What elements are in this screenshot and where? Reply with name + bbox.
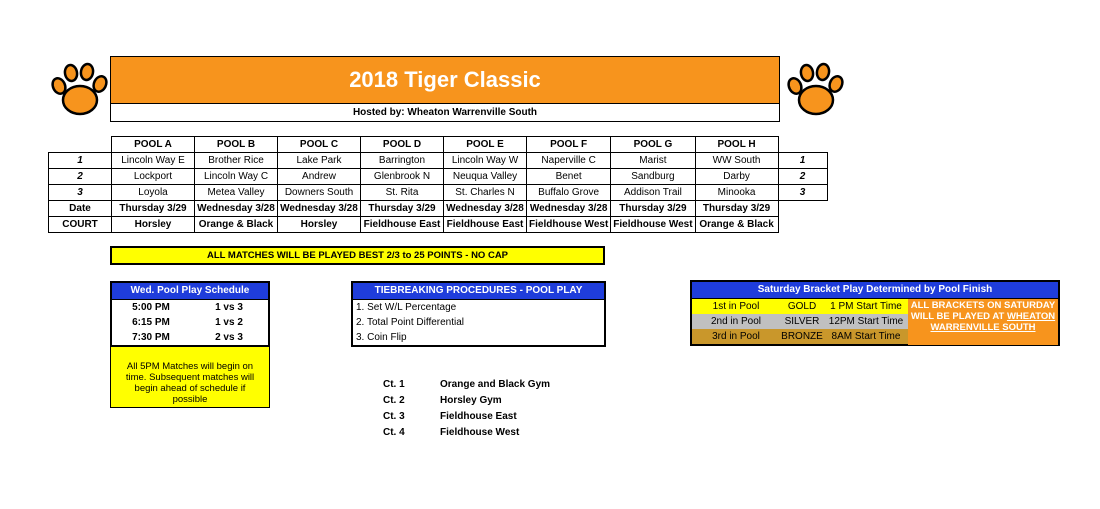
court-number: Ct. 1 (383, 379, 405, 390)
host-subtitle: Hosted by: Wheaton Warrenville South (110, 104, 780, 122)
team-cell: Neuqua Valley (444, 169, 527, 185)
bracket-time: 12PM Start Time (828, 316, 904, 327)
date-cell: Thursday 3/29 (611, 201, 695, 217)
bracket-medal: GOLD (787, 301, 817, 312)
seed-label-right: 2 (778, 169, 827, 185)
bracket-place: 3rd in Pool (712, 331, 760, 342)
pool-header: POOL D (361, 137, 444, 153)
schedule-time: 7:30 PM (132, 332, 170, 343)
seed-label-right: 1 (778, 153, 827, 169)
date-cell: Wednesday 3/28 (278, 201, 361, 217)
court-cell: Orange & Black (195, 217, 278, 233)
court-cell: Fieldhouse East (361, 217, 444, 233)
team-cell: Barrington (361, 153, 444, 169)
court-cell: Fieldhouse West (611, 217, 695, 233)
team-cell: Marist (611, 153, 695, 169)
saturday-bracket-box (690, 280, 1060, 346)
seed-label: 1 (49, 153, 112, 169)
team-cell: Addison Trail (611, 185, 695, 201)
team-cell: Metea Valley (195, 185, 278, 201)
saturday-location-note (908, 299, 1058, 345)
court-cell: Horsley (112, 217, 195, 233)
schedule-row (112, 300, 268, 315)
team-cell: Loyola (112, 185, 195, 201)
tiebreaking-title: TIEBREAKING PROCEDURES - POOL PLAY (353, 283, 604, 300)
bracket-row-silver (692, 314, 908, 329)
seed-label: 2 (49, 169, 112, 185)
court-row (49, 217, 828, 233)
court-number: Ct. 4 (383, 427, 405, 438)
team-cell: Benet (527, 169, 611, 185)
bracket-medal: BRONZE (781, 331, 823, 342)
saturday-venue: WHEATON WARRENVILLE SOUTH (930, 311, 1056, 333)
court-name: Fieldhouse West (440, 427, 520, 438)
page-title: 2018 Tiger Classic (110, 56, 780, 104)
date-cell: Thursday 3/29 (361, 201, 444, 217)
bracket-time: 1 PM Start Time (830, 301, 902, 312)
schedule-note: All 5PM Matches will begin on time. Subsequent matches will begin ahead of schedule if possible (110, 346, 270, 408)
bracket-place: 1st in Pool (712, 301, 760, 312)
pools-table (48, 136, 828, 233)
team-cell: Glenbrook N (361, 169, 444, 185)
schedule-time: 5:00 PM (132, 302, 170, 313)
tiger-paw-icon-right (786, 62, 844, 120)
pool-header: POOL G (611, 137, 695, 153)
schedule-time: 6:15 PM (132, 317, 170, 328)
court-cell: Fieldhouse East (444, 217, 527, 233)
team-cell: Naperville C (527, 153, 611, 169)
schedule-match: 1 vs 2 (215, 317, 243, 328)
team-cell: Buffalo Grove (527, 185, 611, 201)
schedule-match: 1 vs 3 (215, 302, 243, 313)
date-label: Date (49, 201, 112, 217)
schedule-row (112, 315, 268, 330)
table-row (49, 153, 828, 169)
court-cell: Orange & Black (695, 217, 778, 233)
schedule-match: 2 vs 3 (215, 332, 243, 343)
team-cell: Lincoln Way E (112, 153, 195, 169)
saturday-note-text: ALL BRACKETS ON SATURDAY WILL BE PLAYED AT (910, 300, 1056, 322)
pool-header: POOL B (195, 137, 278, 153)
wed-schedule-box (110, 281, 270, 347)
bracket-row-bronze (692, 329, 908, 344)
date-cell: Wednesday 3/28 (444, 201, 527, 217)
court-number: Ct. 3 (383, 411, 405, 422)
team-cell: Minooka (695, 185, 778, 201)
court-cell: Fieldhouse West (527, 217, 611, 233)
team-cell: Lake Park (278, 153, 361, 169)
bracket-row-gold (692, 299, 908, 314)
team-cell: Lockport (112, 169, 195, 185)
pools-header-row (49, 137, 828, 153)
pool-header: POOL F (527, 137, 611, 153)
court-label: COURT (49, 217, 112, 233)
team-cell: Brother Rice (195, 153, 278, 169)
court-cell: Horsley (278, 217, 361, 233)
table-row (49, 185, 828, 201)
team-cell: WW South (695, 153, 778, 169)
date-cell: Wednesday 3/28 (195, 201, 278, 217)
table-row (49, 169, 828, 185)
tiebreak-item: 2. Total Point Differential (356, 317, 465, 328)
match-format-banner: ALL MATCHES WILL BE PLAYED BEST 2/3 to 25 POINTS - NO CAP (110, 246, 605, 265)
saturday-title: Saturday Bracket Play Determined by Pool Finish (692, 282, 1058, 299)
team-cell: Downers South (278, 185, 361, 201)
pool-header: POOL E (444, 137, 527, 153)
pool-header: POOL C (278, 137, 361, 153)
tiebreaking-box (351, 281, 606, 347)
team-cell: Lincoln Way C (195, 169, 278, 185)
court-name: Fieldhouse East (440, 411, 517, 422)
team-cell: Sandburg (611, 169, 695, 185)
court-name: Horsley Gym (440, 395, 502, 406)
date-row (49, 201, 828, 217)
date-cell: Wednesday 3/28 (527, 201, 611, 217)
date-cell: Thursday 3/29 (112, 201, 195, 217)
bracket-time: 8AM Start Time (831, 331, 901, 342)
seed-label: 3 (49, 185, 112, 201)
court-name: Orange and Black Gym (440, 379, 551, 390)
seed-label-right: 3 (778, 185, 827, 201)
team-cell: Darby (695, 169, 778, 185)
team-cell: St. Charles N (444, 185, 527, 201)
pool-header: POOL H (695, 137, 778, 153)
team-cell: St. Rita (361, 185, 444, 201)
pool-header: POOL A (112, 137, 195, 153)
team-cell: Lincoln Way W (444, 153, 527, 169)
tiebreak-item: 3. Coin Flip (356, 332, 407, 343)
court-number: Ct. 2 (383, 395, 405, 406)
schedule-row (112, 330, 268, 345)
tiebreak-item: 1. Set W/L Percentage (356, 302, 457, 313)
tiger-paw-icon-left (50, 62, 108, 120)
date-cell: Thursday 3/29 (695, 201, 778, 217)
bracket-medal: SILVER (784, 316, 820, 327)
team-cell: Andrew (278, 169, 361, 185)
wed-schedule-title: Wed. Pool Play Schedule (112, 283, 268, 300)
bracket-place: 2nd in Pool (710, 316, 762, 327)
